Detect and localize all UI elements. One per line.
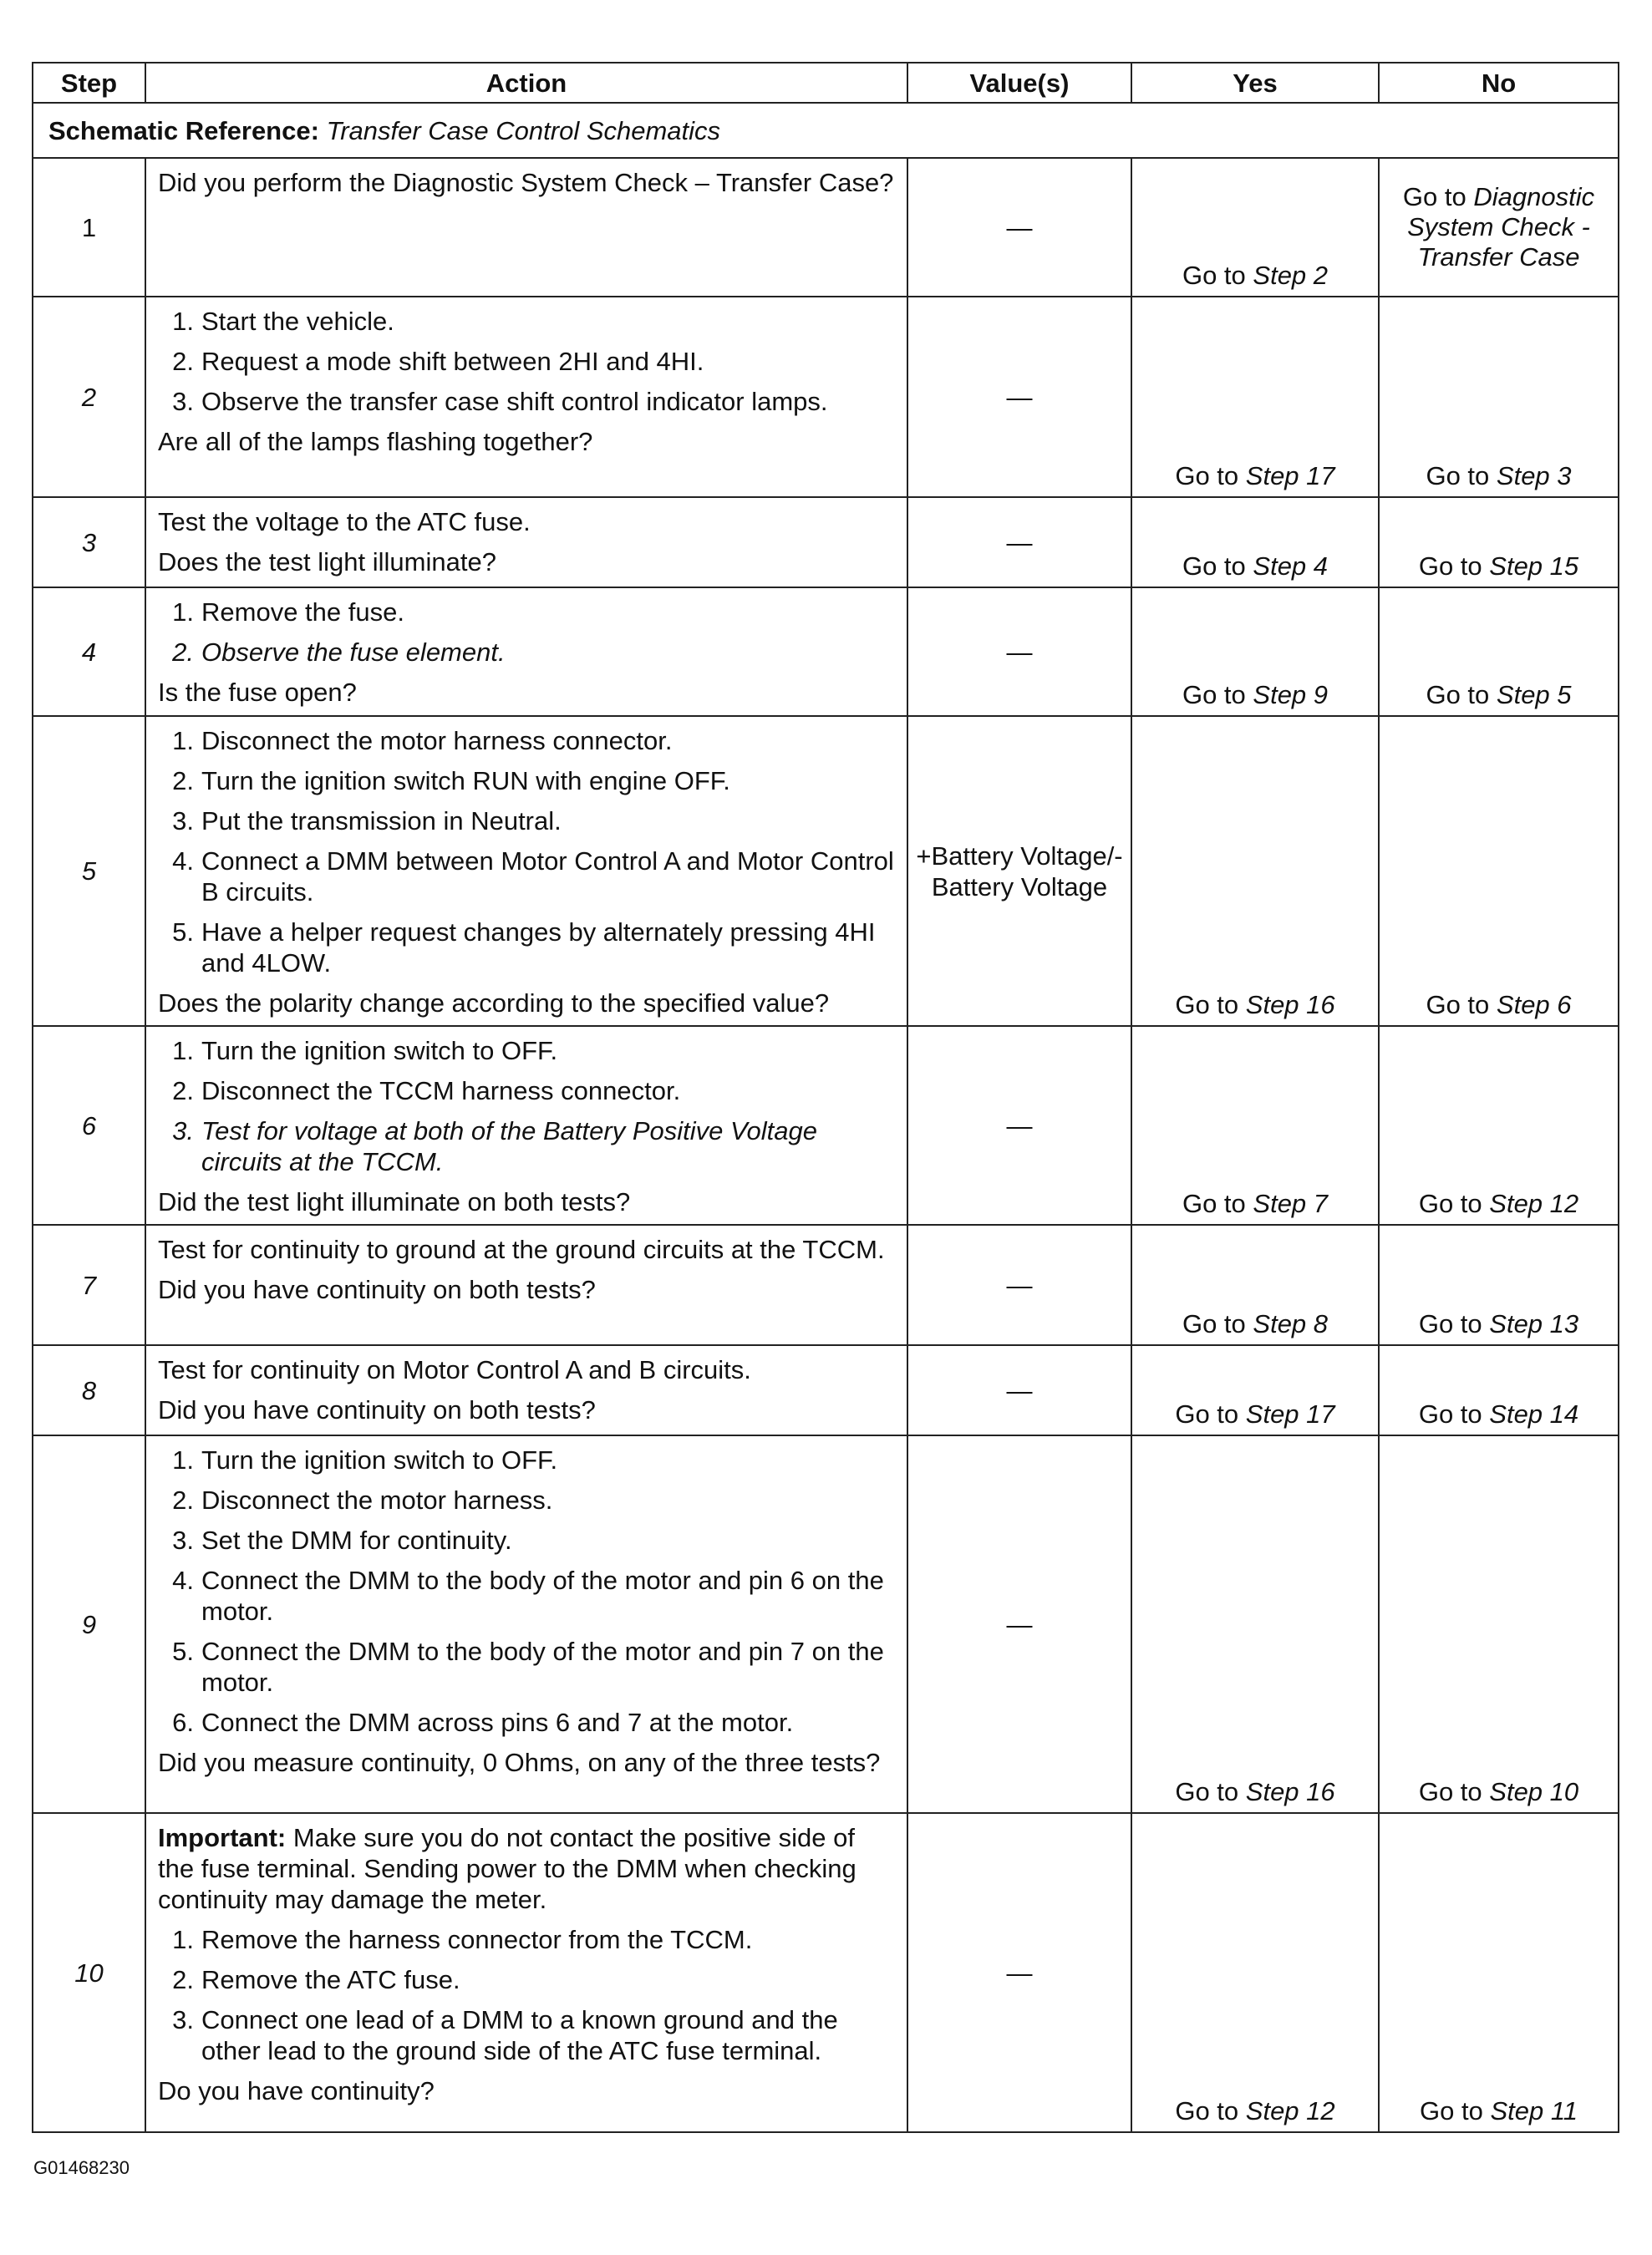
value-cell: — — [907, 297, 1131, 497]
action-cell — [145, 158, 907, 297]
action-cell — [145, 1813, 907, 2132]
action-cell — [145, 1225, 907, 1345]
action-step-item — [158, 597, 895, 627]
figure-id: G01468230 — [33, 2157, 130, 2178]
value-cell: — — [907, 1225, 1131, 1345]
item-text: Remove the ATC fuse. — [201, 1965, 460, 1994]
goto-target-link[interactable]: Diagnostic System Check - Transfer Case — [1407, 182, 1595, 272]
action-step-item — [158, 306, 895, 337]
item-number: 3. — [172, 806, 194, 835]
value-cell: — — [907, 587, 1131, 716]
yes-cell — [1131, 158, 1379, 297]
goto-target-link[interactable]: Step 7 — [1253, 1189, 1329, 1218]
value-cell: +Battery Voltage/-Battery Voltage — [907, 716, 1131, 1026]
value-cell: — — [907, 1345, 1131, 1435]
yes-cell — [1131, 497, 1379, 587]
item-text: Remove the harness connector from the TCCM. — [201, 1925, 753, 1954]
value-cell: — — [907, 497, 1131, 587]
goto-target-link[interactable]: Step 8 — [1253, 1309, 1329, 1338]
goto-target-link[interactable]: Step 9 — [1253, 680, 1329, 709]
yes-goto — [1132, 551, 1378, 582]
action-step-item — [158, 637, 895, 668]
yes-cell — [1131, 1026, 1379, 1225]
item-number: 1. — [172, 1036, 194, 1065]
value-cell: — — [907, 1435, 1131, 1813]
item-text: Connect a DMM between Motor Control A and Motor Control B circuits. — [201, 846, 894, 907]
item-text: Put the transmission in Neutral. — [201, 806, 562, 835]
no-cell — [1379, 297, 1619, 497]
value-cell: — — [907, 158, 1131, 297]
item-number: 6. — [172, 1708, 194, 1737]
action-question: Did you have continuity on both tests? — [158, 1275, 596, 1304]
item-text: Disconnect the motor harness connector. — [201, 726, 673, 755]
table-row — [33, 587, 1619, 716]
goto-target-link[interactable]: Step 13 — [1489, 1309, 1579, 1338]
action-step-item — [158, 386, 895, 417]
value-cell: — — [907, 1026, 1131, 1225]
table-row — [33, 1345, 1619, 1435]
table-row — [33, 1435, 1619, 1813]
goto-target-link[interactable]: Step 6 — [1496, 990, 1572, 1019]
yes-cell — [1131, 1435, 1379, 1813]
action-step-item — [158, 725, 895, 756]
goto-target-link[interactable]: Step 11 — [1490, 2096, 1578, 2125]
item-text: Connect the DMM to the body of the motor and pin 7 on the motor. — [201, 1637, 884, 1697]
yes-cell — [1131, 297, 1379, 497]
item-number: 1. — [172, 1925, 194, 1954]
yes-goto — [1132, 460, 1378, 491]
table-row — [33, 1026, 1619, 1225]
header-yes: Yes — [1131, 63, 1379, 103]
step-number: 3 — [33, 497, 145, 587]
no-cell — [1379, 587, 1619, 716]
action-step-item — [158, 1707, 895, 1738]
no-cell — [1379, 1813, 1619, 2132]
table-row — [33, 1813, 1619, 2132]
item-text: Observe the fuse element. — [201, 637, 506, 667]
item-number: 4. — [172, 1566, 194, 1595]
header-value: Value(s) — [907, 63, 1131, 103]
important-note — [158, 1822, 895, 1915]
goto-prefix: Go to — [1418, 1777, 1482, 1806]
item-number: 4. — [172, 846, 194, 876]
schematic-reference-row — [33, 103, 1619, 158]
goto-prefix: Go to — [1418, 1189, 1482, 1218]
item-text: Test for voltage at both of the Battery Positive Voltage circuits at the TCCM. — [201, 1116, 817, 1176]
no-goto — [1380, 460, 1618, 491]
step-number: 9 — [33, 1435, 145, 1813]
action-question: Is the fuse open? — [158, 678, 357, 707]
yes-goto — [1132, 1776, 1378, 1807]
yes-goto — [1132, 1399, 1378, 1430]
header-action: Action — [145, 63, 907, 103]
item-text: Disconnect the motor harness. — [201, 1486, 553, 1515]
yes-goto — [1132, 260, 1378, 291]
goto-target-link[interactable]: Step 16 — [1245, 990, 1335, 1019]
step-number: 7 — [33, 1225, 145, 1345]
yes-cell — [1131, 1345, 1379, 1435]
no-goto — [1380, 1188, 1618, 1219]
action-step-item — [158, 1636, 895, 1698]
action-step-item — [158, 1485, 895, 1516]
important-label: Important: — [158, 1823, 287, 1852]
table-row — [33, 158, 1619, 297]
no-cell — [1379, 1435, 1619, 1813]
step-number: 2 — [33, 297, 145, 497]
action-step-item — [158, 1035, 895, 1066]
item-number: 5. — [172, 917, 194, 947]
no-cell — [1379, 716, 1619, 1026]
table-row — [33, 1225, 1619, 1345]
yes-cell — [1131, 1225, 1379, 1345]
item-text: Observe the transfer case shift control indicator lamps. — [201, 387, 828, 416]
action-text: Test for continuity to ground at the ground circuits at the TCCM. — [158, 1235, 885, 1264]
item-number: 2. — [172, 637, 194, 667]
item-number: 3. — [172, 2005, 194, 2034]
value-cell: — — [907, 1813, 1131, 2132]
goto-prefix: Go to — [1182, 680, 1246, 709]
goto-target-link[interactable]: Step 12 — [1245, 2096, 1335, 2125]
action-cell — [145, 1435, 907, 1813]
action-question: Does the polarity change according to the specified value? — [158, 988, 830, 1018]
yes-cell — [1131, 1813, 1379, 2132]
item-number: 1. — [172, 726, 194, 755]
item-text: Turn the ignition switch to OFF. — [201, 1445, 558, 1475]
schematic-label: Schematic Reference: — [48, 115, 319, 145]
goto-target-link[interactable]: Step 14 — [1489, 1399, 1579, 1429]
action-cell — [145, 587, 907, 716]
item-number: 3. — [172, 1526, 194, 1555]
item-text: Start the vehicle. — [201, 307, 394, 336]
item-text: Connect one lead of a DMM to a known ground and the other lead to the ground side of the ATC fuse terminal. — [201, 2005, 838, 2065]
item-number: 1. — [172, 307, 194, 336]
goto-target-link[interactable]: Step 16 — [1245, 1777, 1335, 1806]
goto-prefix: Go to — [1182, 1309, 1246, 1338]
goto-target-link[interactable]: Step 12 — [1489, 1189, 1579, 1218]
goto-prefix: Go to — [1175, 461, 1239, 490]
yes-goto — [1132, 989, 1378, 1020]
header-step: Step — [33, 63, 145, 103]
goto-prefix: Go to — [1182, 261, 1246, 290]
goto-prefix: Go to — [1402, 182, 1466, 211]
goto-target-link[interactable]: Step 4 — [1253, 551, 1329, 581]
item-number: 5. — [172, 1637, 194, 1666]
action-cell — [145, 716, 907, 1026]
goto-prefix: Go to — [1418, 1399, 1482, 1429]
item-number: 3. — [172, 387, 194, 416]
no-goto — [1380, 679, 1618, 710]
no-goto — [1380, 1308, 1618, 1339]
diagnostic-table — [32, 62, 1619, 2133]
action-question: Does the test light illuminate? — [158, 547, 496, 576]
item-number: 1. — [172, 597, 194, 627]
item-text: Set the DMM for continuity. — [201, 1526, 512, 1555]
no-goto — [1380, 159, 1618, 272]
action-step-item — [158, 805, 895, 836]
item-text: Connect the DMM to the body of the motor and pin 6 on the motor. — [201, 1566, 884, 1626]
action-question: Did you measure continuity, 0 Ohms, on any of the three tests? — [158, 1748, 881, 1777]
no-goto — [1380, 2095, 1618, 2126]
item-number: 1. — [172, 1445, 194, 1475]
step-number: 5 — [33, 716, 145, 1026]
no-cell — [1379, 1225, 1619, 1345]
action-step-item — [158, 2004, 895, 2066]
action-step-item — [158, 1565, 895, 1627]
item-number: 2. — [172, 1965, 194, 1994]
item-text: Remove the fuse. — [201, 597, 404, 627]
action-question: Did the test light illuminate on both tests? — [158, 1187, 631, 1216]
action-step-item — [158, 346, 895, 377]
table-row — [33, 497, 1619, 587]
action-step-item — [158, 1445, 895, 1475]
yes-cell — [1131, 716, 1379, 1026]
yes-goto — [1132, 2095, 1378, 2126]
step-number: 6 — [33, 1026, 145, 1225]
step-number: 8 — [33, 1345, 145, 1435]
no-goto — [1380, 1776, 1618, 1807]
action-step-item — [158, 1075, 895, 1106]
item-text: Disconnect the TCCM harness connector. — [201, 1076, 681, 1105]
goto-target-link[interactable]: Step 10 — [1489, 1777, 1579, 1806]
schematic-name: Transfer Case Control Schematics — [326, 115, 721, 145]
item-number: 3. — [172, 1116, 194, 1145]
schematic-reference — [33, 103, 1619, 158]
step-number: 10 — [33, 1813, 145, 2132]
no-cell — [1379, 497, 1619, 587]
action-cell — [145, 1345, 907, 1435]
item-number: 2. — [172, 347, 194, 376]
goto-prefix: Go to — [1418, 551, 1482, 581]
table-row — [33, 716, 1619, 1026]
important-text: Make sure you do not contact the positive side of the fuse terminal. Sending power to the DMM when checking continuity may damage the meter. — [158, 1823, 856, 1914]
no-goto — [1380, 1399, 1618, 1430]
action-cell — [145, 297, 907, 497]
goto-prefix: Go to — [1182, 551, 1246, 581]
goto-target-link[interactable]: Step 2 — [1253, 261, 1329, 290]
action-step-item — [158, 917, 895, 978]
goto-prefix: Go to — [1426, 461, 1490, 490]
yes-cell — [1131, 587, 1379, 716]
no-cell — [1379, 1345, 1619, 1435]
goto-target-link[interactable]: Step 3 — [1496, 461, 1572, 490]
no-cell — [1379, 1026, 1619, 1225]
goto-prefix: Go to — [1426, 680, 1490, 709]
action-cell — [145, 1026, 907, 1225]
action-question: Do you have continuity? — [158, 2076, 435, 2105]
goto-target-link[interactable]: Step 17 — [1245, 1399, 1335, 1429]
goto-prefix: Go to — [1419, 2096, 1483, 2125]
action-cell — [145, 497, 907, 587]
header-row — [33, 63, 1619, 103]
goto-prefix: Go to — [1426, 990, 1490, 1019]
action-question: Did you have continuity on both tests? — [158, 1395, 596, 1425]
action-step-item — [158, 1525, 895, 1556]
item-number: 2. — [172, 1076, 194, 1105]
goto-target-link[interactable]: Step 15 — [1489, 551, 1579, 581]
item-number: 2. — [172, 1486, 194, 1515]
action-text: Did you perform the Diagnostic System Check – Transfer Case? — [158, 168, 894, 197]
action-step-item — [158, 846, 895, 907]
item-text: Request a mode shift between 2HI and 4HI. — [201, 347, 704, 376]
action-step-item — [158, 765, 895, 796]
goto-prefix: Go to — [1175, 2096, 1239, 2125]
goto-target-link[interactable]: Step 5 — [1496, 680, 1572, 709]
goto-prefix: Go to — [1175, 1399, 1239, 1429]
no-goto — [1380, 989, 1618, 1020]
item-number: 2. — [172, 766, 194, 795]
action-question: Are all of the lamps flashing together? — [158, 427, 593, 456]
goto-prefix: Go to — [1175, 1777, 1239, 1806]
no-cell — [1379, 158, 1619, 297]
table-row — [33, 297, 1619, 497]
item-text: Turn the ignition switch to OFF. — [201, 1036, 558, 1065]
no-goto — [1380, 551, 1618, 582]
goto-prefix: Go to — [1182, 1189, 1246, 1218]
goto-prefix: Go to — [1175, 990, 1239, 1019]
step-number: 4 — [33, 587, 145, 716]
action-step-item — [158, 1115, 895, 1177]
action-step-item — [158, 1964, 895, 1995]
goto-target-link[interactable]: Step 17 — [1245, 461, 1335, 490]
step-number: 1 — [33, 158, 145, 297]
item-text: Turn the ignition switch RUN with engine OFF. — [201, 766, 730, 795]
goto-prefix: Go to — [1418, 1309, 1482, 1338]
yes-goto — [1132, 1188, 1378, 1219]
yes-goto — [1132, 1308, 1378, 1339]
action-text: Test for continuity on Motor Control A and B circuits. — [158, 1355, 751, 1384]
yes-goto — [1132, 679, 1378, 710]
item-text: Have a helper request changes by alternately pressing 4HI and 4LOW. — [201, 917, 876, 978]
item-text: Connect the DMM across pins 6 and 7 at the motor. — [201, 1708, 794, 1737]
action-step-item — [158, 1924, 895, 1955]
action-text: Test the voltage to the ATC fuse. — [158, 507, 531, 536]
header-no: No — [1379, 63, 1619, 103]
